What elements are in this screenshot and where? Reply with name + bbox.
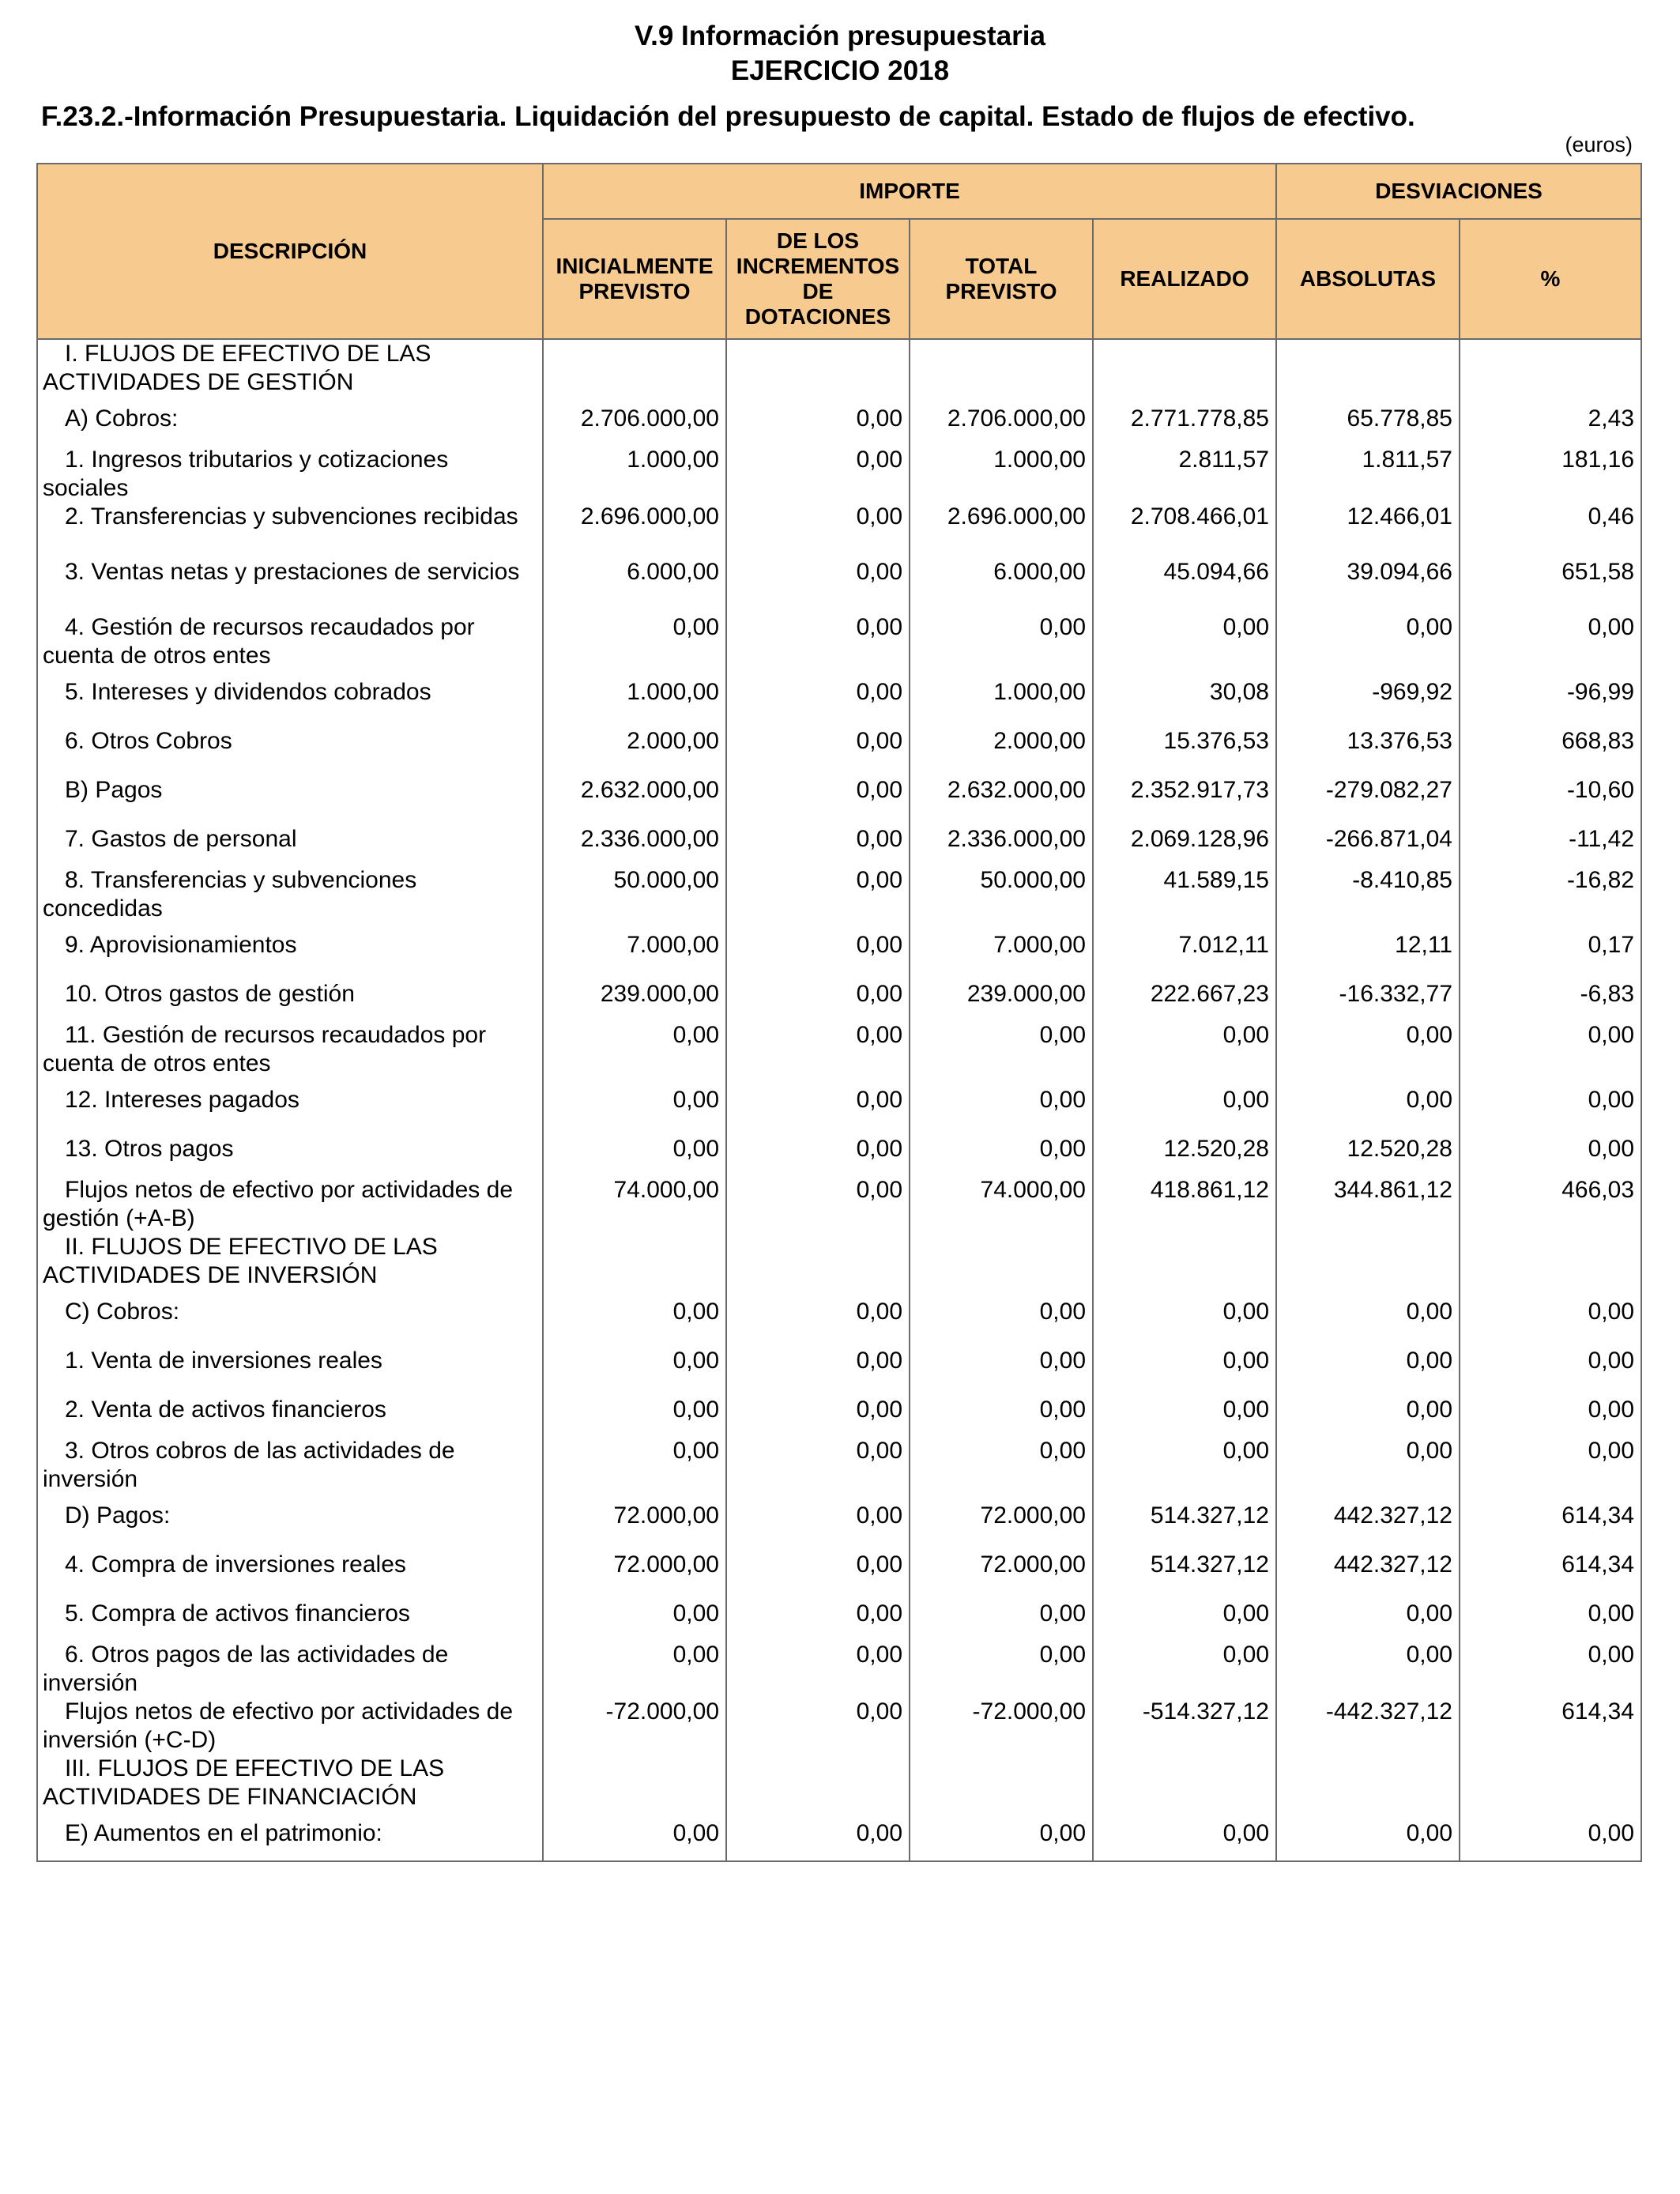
cell-inicialmente-previsto: 72.000,00	[543, 1543, 726, 1592]
row-description	[37, 1641, 543, 1698]
cell-total-previsto: 0,00	[910, 1078, 1093, 1127]
cell-porcentaje	[1460, 339, 1641, 397]
cell-total-previsto: 7.000,00	[910, 923, 1093, 972]
row-description	[37, 670, 543, 719]
cell-porcentaje: -10,60	[1460, 768, 1641, 817]
cell-total-previsto: 0,00	[910, 1811, 1093, 1861]
table-row	[37, 1388, 1641, 1437]
row-description	[37, 817, 543, 866]
cell-absolutas: 0,00	[1276, 1641, 1460, 1698]
table-row	[37, 1233, 1641, 1290]
cell-inicialmente-previsto: 0,00	[543, 1339, 726, 1388]
header-absolutas: ABSOLUTAS	[1276, 219, 1460, 339]
cell-realizado: 7.012,11	[1093, 923, 1276, 972]
table-row	[37, 1437, 1641, 1494]
cell-incrementos: 0,00	[726, 558, 910, 613]
cell-realizado: 514.327,12	[1093, 1494, 1276, 1543]
cell-incrementos: 0,00	[726, 397, 910, 446]
row-description-text: Flujos netos de efectivo por actividades de inversión (+C-D)	[43, 1698, 513, 1753]
cell-incrementos: 0,00	[726, 1127, 910, 1176]
cell-inicialmente-previsto	[543, 1755, 726, 1811]
cell-absolutas: 0,00	[1276, 1290, 1460, 1339]
cell-porcentaje: -96,99	[1460, 670, 1641, 719]
cell-realizado	[1093, 1233, 1276, 1290]
cell-realizado: 0,00	[1093, 1388, 1276, 1437]
cell-realizado: 45.094,66	[1093, 558, 1276, 613]
units-label: (euros)	[1565, 133, 1633, 156]
cell-incrementos: 0,00	[726, 670, 910, 719]
cell-inicialmente-previsto: 0,00	[543, 1811, 726, 1861]
table-row	[37, 1021, 1641, 1078]
cell-realizado: 222.667,23	[1093, 972, 1276, 1021]
cell-absolutas: 0,00	[1276, 1078, 1460, 1127]
row-description	[37, 1233, 543, 1290]
table-row	[37, 719, 1641, 768]
table-row	[37, 1176, 1641, 1233]
cell-absolutas: 39.094,66	[1276, 558, 1460, 613]
cell-absolutas: 442.327,12	[1276, 1494, 1460, 1543]
header-porcentaje: %	[1460, 219, 1641, 339]
cell-absolutas: 12.466,01	[1276, 503, 1460, 558]
table-row	[37, 768, 1641, 817]
cell-total-previsto: 0,00	[910, 1437, 1093, 1494]
cell-absolutas: 13.376,53	[1276, 719, 1460, 768]
cell-inicialmente-previsto	[543, 339, 726, 397]
row-description	[37, 1811, 543, 1861]
cell-total-previsto: 0,00	[910, 1290, 1093, 1339]
cell-realizado: 2.708.466,01	[1093, 503, 1276, 558]
row-description-text: 3. Ventas netas y prestaciones de servicios	[65, 559, 520, 585]
row-description	[37, 503, 543, 558]
row-description-text: 6. Otros Cobros	[65, 728, 232, 754]
table-row	[37, 558, 1641, 613]
cell-incrementos: 0,00	[726, 503, 910, 558]
cell-realizado: 15.376,53	[1093, 719, 1276, 768]
table-row	[37, 1641, 1641, 1698]
row-description-text: 2. Transferencias y subvenciones recibidas	[65, 503, 518, 530]
cell-absolutas: 0,00	[1276, 1388, 1460, 1437]
table-row	[37, 339, 1641, 397]
cell-absolutas	[1276, 339, 1460, 397]
cell-total-previsto: 239.000,00	[910, 972, 1093, 1021]
cell-inicialmente-previsto: 2.000,00	[543, 719, 726, 768]
table-row	[37, 1290, 1641, 1339]
row-description	[37, 446, 543, 503]
cell-inicialmente-previsto: 0,00	[543, 1641, 726, 1698]
cell-absolutas: 0,00	[1276, 613, 1460, 670]
cell-porcentaje: 0,00	[1460, 1339, 1641, 1388]
row-description	[37, 923, 543, 972]
cell-inicialmente-previsto: 7.000,00	[543, 923, 726, 972]
table-row	[37, 923, 1641, 972]
row-description	[37, 1437, 543, 1494]
row-description	[37, 1127, 543, 1176]
cell-total-previsto: 2.000,00	[910, 719, 1093, 768]
cell-inicialmente-previsto: 72.000,00	[543, 1494, 726, 1543]
row-description-text: D) Pagos:	[65, 1502, 171, 1529]
cell-incrementos: 0,00	[726, 1021, 910, 1078]
cell-incrementos: 0,00	[726, 1437, 910, 1494]
cell-absolutas: 0,00	[1276, 1811, 1460, 1861]
row-description-text: 5. Compra de activos financieros	[65, 1600, 410, 1627]
cell-total-previsto: 2.696.000,00	[910, 503, 1093, 558]
row-description-text: 1. Venta de inversiones reales	[65, 1348, 382, 1374]
row-description-text: 7. Gastos de personal	[65, 826, 297, 852]
cell-absolutas: 344.861,12	[1276, 1176, 1460, 1233]
header-descripcion: DESCRIPCIÓN	[37, 164, 543, 339]
cell-inicialmente-previsto: 0,00	[543, 1388, 726, 1437]
row-description-text: II. FLUJOS DE EFECTIVO DE LAS ACTIVIDADES DE INVERSIÓN	[43, 1234, 438, 1288]
cell-inicialmente-previsto: 6.000,00	[543, 558, 726, 613]
cell-absolutas: -442.327,12	[1276, 1698, 1460, 1755]
row-description	[37, 1698, 543, 1755]
row-description-text: 3. Otros cobros de las actividades de inversión	[43, 1438, 455, 1492]
cell-total-previsto: 2.632.000,00	[910, 768, 1093, 817]
header-total-previsto: TOTAL PREVISTO	[910, 219, 1093, 339]
cell-realizado: 30,08	[1093, 670, 1276, 719]
cell-porcentaje: 0,46	[1460, 503, 1641, 558]
cell-inicialmente-previsto	[543, 1233, 726, 1290]
cell-inicialmente-previsto: 0,00	[543, 1592, 726, 1641]
cell-absolutas: 12.520,28	[1276, 1127, 1460, 1176]
cell-inicialmente-previsto: 50.000,00	[543, 866, 726, 923]
row-description-text: 4. Compra de inversiones reales	[65, 1551, 406, 1578]
cell-realizado: 514.327,12	[1093, 1543, 1276, 1592]
cell-inicialmente-previsto: 1.000,00	[543, 446, 726, 503]
cell-incrementos: 0,00	[726, 1078, 910, 1127]
cell-porcentaje: 466,03	[1460, 1176, 1641, 1233]
cell-incrementos	[726, 1755, 910, 1811]
cash-flow-table	[36, 163, 1642, 1862]
table-row	[37, 670, 1641, 719]
cell-incrementos: 0,00	[726, 972, 910, 1021]
cell-porcentaje: 0,00	[1460, 1641, 1641, 1698]
row-description-text: 4. Gestión de recursos recaudados por cuenta de otros entes	[43, 614, 475, 669]
row-description-text: C) Cobros:	[65, 1299, 180, 1325]
table-row	[37, 817, 1641, 866]
cell-porcentaje: -16,82	[1460, 866, 1641, 923]
table-row	[37, 1127, 1641, 1176]
cell-total-previsto: -72.000,00	[910, 1698, 1093, 1755]
cell-total-previsto: 0,00	[910, 1388, 1093, 1437]
cell-realizado: 2.811,57	[1093, 446, 1276, 503]
cell-absolutas: 0,00	[1276, 1437, 1460, 1494]
cell-realizado: 0,00	[1093, 1592, 1276, 1641]
row-description-text: 12. Intereses pagados	[65, 1087, 299, 1113]
cell-total-previsto: 72.000,00	[910, 1543, 1093, 1592]
cell-inicialmente-previsto: 2.632.000,00	[543, 768, 726, 817]
cell-absolutas: 0,00	[1276, 1021, 1460, 1078]
cell-porcentaje: -6,83	[1460, 972, 1641, 1021]
cell-total-previsto: 0,00	[910, 613, 1093, 670]
cell-total-previsto: 1.000,00	[910, 670, 1093, 719]
cell-total-previsto: 2.336.000,00	[910, 817, 1093, 866]
cell-absolutas: 12,11	[1276, 923, 1460, 972]
row-description	[37, 768, 543, 817]
cell-porcentaje	[1460, 1233, 1641, 1290]
cell-absolutas: -279.082,27	[1276, 768, 1460, 817]
table-row	[37, 1811, 1641, 1861]
row-description	[37, 397, 543, 446]
header-inicialmente-previsto: INICIALMENTE PREVISTO	[543, 219, 726, 339]
cell-porcentaje	[1460, 1755, 1641, 1811]
cell-porcentaje: 2,43	[1460, 397, 1641, 446]
cell-incrementos: 0,00	[726, 768, 910, 817]
cell-realizado	[1093, 339, 1276, 397]
cell-porcentaje: 0,00	[1460, 613, 1641, 670]
cell-porcentaje: -11,42	[1460, 817, 1641, 866]
cell-incrementos: 0,00	[726, 1494, 910, 1543]
row-description	[37, 339, 543, 397]
cell-incrementos	[726, 1233, 910, 1290]
cell-porcentaje: 614,34	[1460, 1494, 1641, 1543]
cell-total-previsto: 2.706.000,00	[910, 397, 1093, 446]
header-group-desviaciones: DESVIACIONES	[1276, 164, 1641, 219]
cell-total-previsto: 6.000,00	[910, 558, 1093, 613]
cell-inicialmente-previsto: 0,00	[543, 1290, 726, 1339]
cell-incrementos: 0,00	[726, 1388, 910, 1437]
cell-total-previsto	[910, 339, 1093, 397]
cell-total-previsto: 74.000,00	[910, 1176, 1093, 1233]
cell-absolutas	[1276, 1755, 1460, 1811]
cell-realizado: 0,00	[1093, 613, 1276, 670]
cell-incrementos: 0,00	[726, 1543, 910, 1592]
table-row	[37, 866, 1641, 923]
table-body	[37, 339, 1641, 1861]
cell-porcentaje: 181,16	[1460, 446, 1641, 503]
cell-inicialmente-previsto: 2.696.000,00	[543, 503, 726, 558]
cell-inicialmente-previsto: 2.336.000,00	[543, 817, 726, 866]
cell-realizado: 0,00	[1093, 1078, 1276, 1127]
cell-absolutas: -969,92	[1276, 670, 1460, 719]
cell-realizado: 0,00	[1093, 1641, 1276, 1698]
row-description	[37, 1755, 543, 1811]
row-description-text: A) Cobros:	[65, 405, 179, 432]
table-row	[37, 1755, 1641, 1811]
cell-realizado: 2.069.128,96	[1093, 817, 1276, 866]
cell-total-previsto: 0,00	[910, 1641, 1093, 1698]
cell-total-previsto: 0,00	[910, 1127, 1093, 1176]
row-description	[37, 719, 543, 768]
cell-absolutas: 0,00	[1276, 1592, 1460, 1641]
cell-porcentaje: 0,00	[1460, 1592, 1641, 1641]
cell-realizado: 0,00	[1093, 1021, 1276, 1078]
table-row	[37, 1698, 1641, 1755]
row-description-text: 11. Gestión de recursos recaudados por cuenta de otros entes	[43, 1022, 487, 1076]
cell-absolutas: 1.811,57	[1276, 446, 1460, 503]
header-incrementos-dotaciones: DE LOS INCREMENTOS DE DOTACIONES	[726, 219, 910, 339]
row-description	[37, 1078, 543, 1127]
row-description-text: 6. Otros pagos de las actividades de inversión	[43, 1642, 449, 1696]
header-group-importe: IMPORTE	[543, 164, 1276, 219]
cell-porcentaje: 0,00	[1460, 1437, 1641, 1494]
cell-absolutas: -266.871,04	[1276, 817, 1460, 866]
row-description	[37, 1290, 543, 1339]
cell-inicialmente-previsto: 0,00	[543, 1437, 726, 1494]
row-description	[37, 866, 543, 923]
cell-incrementos: 0,00	[726, 1592, 910, 1641]
row-description-text: 13. Otros pagos	[65, 1136, 234, 1162]
cell-inicialmente-previsto: 1.000,00	[543, 670, 726, 719]
table-row	[37, 1543, 1641, 1592]
row-description	[37, 1494, 543, 1543]
row-description	[37, 972, 543, 1021]
cell-total-previsto	[910, 1755, 1093, 1811]
row-description	[37, 613, 543, 670]
cell-inicialmente-previsto: 0,00	[543, 1078, 726, 1127]
cell-realizado: -514.327,12	[1093, 1698, 1276, 1755]
table-row	[37, 446, 1641, 503]
report-subtitle: F.23.2.-Información Presupuestaria. Liquidación del presupuesto de capital. Estado de flujos de efectivo.	[41, 101, 1415, 132]
row-description	[37, 558, 543, 613]
cell-inicialmente-previsto: 0,00	[543, 1127, 726, 1176]
cell-realizado: 0,00	[1093, 1811, 1276, 1861]
cell-realizado: 0,00	[1093, 1437, 1276, 1494]
table-row	[37, 1078, 1641, 1127]
row-description-text: 2. Venta de activos financieros	[65, 1397, 386, 1423]
fiscal-year: EJERCICIO 2018	[730, 55, 950, 86]
cell-realizado: 0,00	[1093, 1339, 1276, 1388]
cell-incrementos: 0,00	[726, 923, 910, 972]
cell-absolutas: -16.332,77	[1276, 972, 1460, 1021]
cell-total-previsto: 0,00	[910, 1592, 1093, 1641]
row-description-text: 9. Aprovisionamientos	[65, 932, 297, 958]
table-row	[37, 503, 1641, 558]
cell-porcentaje: 0,00	[1460, 1021, 1641, 1078]
table-row	[37, 1592, 1641, 1641]
cell-incrementos: 0,00	[726, 1290, 910, 1339]
cell-realizado: 418.861,12	[1093, 1176, 1276, 1233]
row-description-text: 1. Ingresos tributarios y cotizaciones sociales	[43, 447, 449, 501]
cell-incrementos: 0,00	[726, 1811, 910, 1861]
cell-incrementos: 0,00	[726, 1698, 910, 1755]
cell-incrementos: 0,00	[726, 817, 910, 866]
cell-absolutas	[1276, 1233, 1460, 1290]
cell-total-previsto: 0,00	[910, 1339, 1093, 1388]
table-row	[37, 613, 1641, 670]
cell-incrementos: 0,00	[726, 1176, 910, 1233]
cell-realizado: 41.589,15	[1093, 866, 1276, 923]
cell-porcentaje: 0,00	[1460, 1127, 1641, 1176]
cell-incrementos: 0,00	[726, 866, 910, 923]
row-description-text: I. FLUJOS DE EFECTIVO DE LAS ACTIVIDADES DE GESTIÓN	[43, 341, 431, 395]
cell-porcentaje: 0,00	[1460, 1078, 1641, 1127]
cell-porcentaje: 0,00	[1460, 1290, 1641, 1339]
row-description-text: B) Pagos	[65, 777, 163, 803]
row-description-text: Flujos netos de efectivo por actividades de gestión (+A-B)	[43, 1177, 513, 1231]
row-description	[37, 1592, 543, 1641]
table-row	[37, 1339, 1641, 1388]
cell-inicialmente-previsto: 2.706.000,00	[543, 397, 726, 446]
cell-inicialmente-previsto: 0,00	[543, 613, 726, 670]
cell-porcentaje: 614,34	[1460, 1698, 1641, 1755]
cell-porcentaje: 0,17	[1460, 923, 1641, 972]
cell-inicialmente-previsto: 74.000,00	[543, 1176, 726, 1233]
cell-absolutas: -8.410,85	[1276, 866, 1460, 923]
cell-incrementos	[726, 339, 910, 397]
cell-total-previsto: 1.000,00	[910, 446, 1093, 503]
cell-realizado: 2.771.778,85	[1093, 397, 1276, 446]
row-description-text: 5. Intereses y dividendos cobrados	[65, 679, 431, 705]
row-description	[37, 1176, 543, 1233]
cell-inicialmente-previsto: -72.000,00	[543, 1698, 726, 1755]
cell-porcentaje: 668,83	[1460, 719, 1641, 768]
cell-total-previsto: 50.000,00	[910, 866, 1093, 923]
cell-total-previsto	[910, 1233, 1093, 1290]
header-realizado: REALIZADO	[1093, 219, 1276, 339]
cell-total-previsto: 72.000,00	[910, 1494, 1093, 1543]
cell-incrementos: 0,00	[726, 719, 910, 768]
cell-total-previsto: 0,00	[910, 1021, 1093, 1078]
cell-absolutas: 442.327,12	[1276, 1543, 1460, 1592]
row-description	[37, 1339, 543, 1388]
cell-porcentaje: 0,00	[1460, 1388, 1641, 1437]
cell-inicialmente-previsto: 239.000,00	[543, 972, 726, 1021]
row-description-text: III. FLUJOS DE EFECTIVO DE LAS ACTIVIDADES DE FINANCIACIÓN	[43, 1755, 445, 1810]
row-description-text: 10. Otros gastos de gestión	[65, 981, 355, 1007]
table-row	[37, 397, 1641, 446]
row-description-text: 8. Transferencias y subvenciones concedidas	[43, 867, 417, 922]
cell-realizado: 12.520,28	[1093, 1127, 1276, 1176]
cell-incrementos: 0,00	[726, 1641, 910, 1698]
table-row	[37, 1494, 1641, 1543]
cell-porcentaje: 614,34	[1460, 1543, 1641, 1592]
cell-incrementos: 0,00	[726, 613, 910, 670]
cell-realizado: 2.352.917,73	[1093, 768, 1276, 817]
row-description	[37, 1543, 543, 1592]
cell-incrementos: 0,00	[726, 446, 910, 503]
cell-realizado	[1093, 1755, 1276, 1811]
cell-incrementos: 0,00	[726, 1339, 910, 1388]
cell-realizado: 0,00	[1093, 1290, 1276, 1339]
table-row	[37, 972, 1641, 1021]
cell-porcentaje: 651,58	[1460, 558, 1641, 613]
cell-inicialmente-previsto: 0,00	[543, 1021, 726, 1078]
cell-absolutas: 0,00	[1276, 1339, 1460, 1388]
cell-absolutas: 65.778,85	[1276, 397, 1460, 446]
document-title: V.9 Información presupuestaria	[635, 21, 1045, 51]
row-description	[37, 1388, 543, 1437]
cell-porcentaje: 0,00	[1460, 1811, 1641, 1861]
row-description-text: E) Aumentos en el patrimonio:	[65, 1820, 382, 1846]
row-description	[37, 1021, 543, 1078]
